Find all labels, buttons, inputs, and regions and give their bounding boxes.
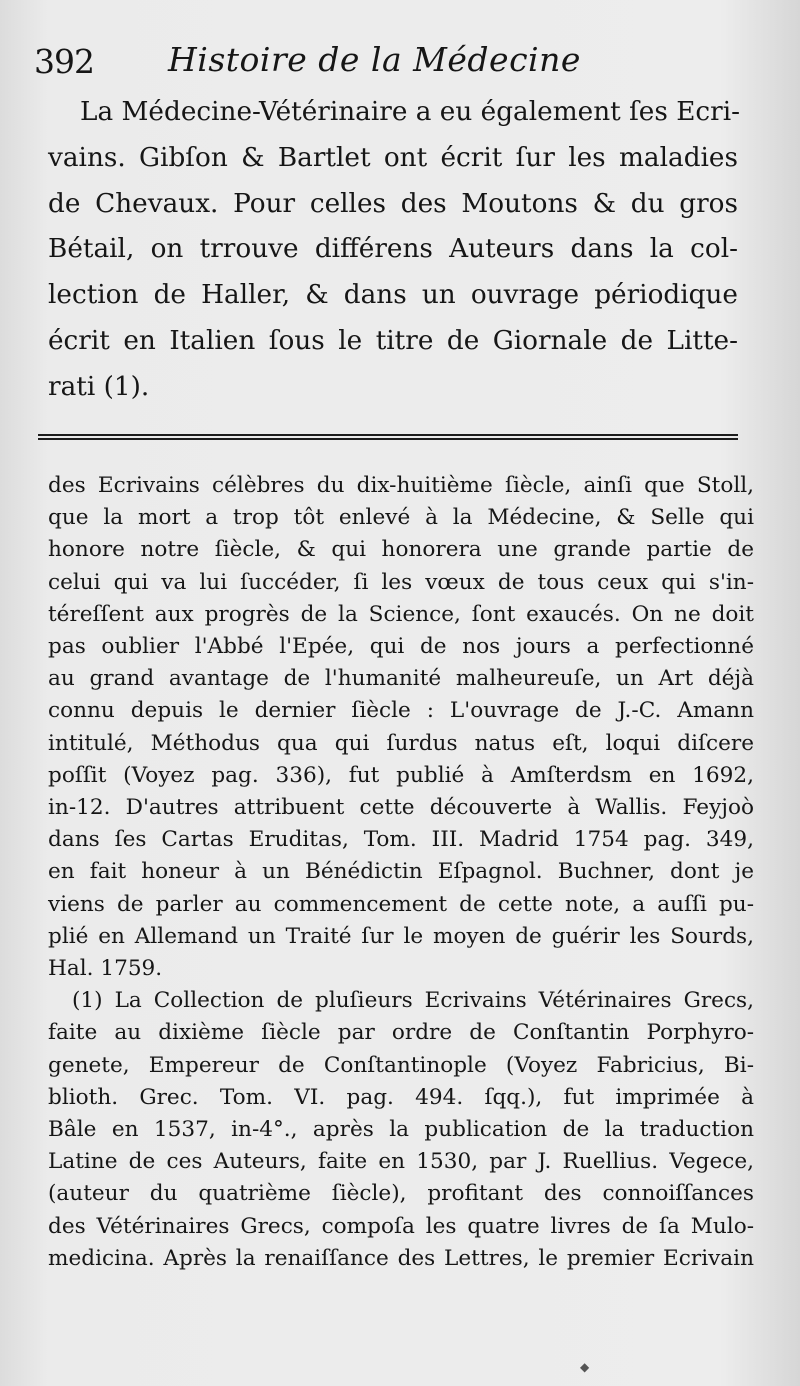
page-header [34,40,734,90]
footnote-1-line: (auteur du quatrième ſiècle), profitant des connoiſſances [48,1181,754,1207]
note-line: pas oublier l'Abbé l'Epée, qui de nos jours a perfectionné [48,634,754,660]
note-line: téreſſent aux progrès de la Science, ſont exaucés. On ne doit [48,601,754,627]
footnote-1-line: blioth. Grec. Tom. VI. pag. 494. ſqq.), fut imprimée à [48,1084,754,1110]
note-line: Hal. 1759. [48,956,163,982]
main-line: écrit en Italien ſous le titre de Giornale de Litte- [48,325,738,356]
footnote-1-line: (1) La Collection de pluſieurs Ecrivains Vétérinaires Grecs, [72,988,754,1014]
footnote-1-line: medicina. Après la renaiſſance des Lettres, le premier Ecrivain [48,1245,754,1271]
footnote-1-line: Bâle en 1537, in-4°., après la publication de la traduction [48,1117,754,1143]
note-line: connu depuis le dernier ſiècle : L'ouvrage de J.-C. Amann [48,698,754,724]
footnote-1-line: Latine de ces Auteurs, faite en 1530, par J. Ruellius. Vegece, [48,1149,754,1175]
note-line: intitulé, Méthodus qua qui ſurdus natus eſt, loqui diſcere [48,730,754,756]
footnote-1-line: faite au dixième ſiècle par ordre de Conſtantin Porphyro- [48,1020,754,1046]
footnote-separator-rule [38,434,738,440]
main-line: lection de Haller, & dans un ouvrage périodique [48,280,738,311]
footnote-1-line: des Vétérinaires Grecs, compoſa les quatre livres de ſa Mulo- [48,1213,754,1239]
page-number: 392 [34,42,94,81]
note-line: que la mort a trop tôt enlevé à la Médecine, & Selle qui [48,505,754,531]
note-line: dans ſes Cartas Eruditas, Tom. III. Madrid 1754 pag. 349, [48,827,754,853]
note-line: celui qui va lui ſuccéder, ſi les vœux de tous ceux qui s'in- [48,569,754,595]
note-line: honore notre ſiècle, & qui honorera une grande partie de [48,537,754,563]
note-line: plié en Allemand un Traité ſur le moyen de guérir les Sourds, [48,923,754,949]
footnote-1-line: genete, Empereur de Conſtantinople (Voyez Fabricius, Bi- [48,1052,754,1078]
note-line: des Ecrivains célèbres du dix-huitième ſiècle, ainſi que Stoll, [48,473,754,498]
note-line: en fait honeur à un Bénédictin Eſpagnol. Buchner, dont je [48,859,754,885]
note-line: in-12. D'autres attribuent cette découverte à Wallis. Feyjoò [48,795,754,821]
running-title: Histoire de la Médecine [168,40,581,79]
printer-ornament-mark: ◆ [580,1360,590,1374]
main-line: La Médecine-Vétérinaire a eu également ſes Ecri- [80,97,741,127]
note-line: poſſit (Voyez pag. 336), fut publié à Amſterdsm en 1692, [48,762,754,788]
main-line: vains. Gibſon & Bartlet ont écrit ſur les maladies [48,142,738,173]
main-line: rati (1). [48,371,150,402]
note-line: au grand avantage de l'humanité malheureuſe, un Art déjà [48,666,754,692]
footnote-block [48,470,754,1275]
main-paragraph [48,90,741,411]
main-line: de Chevaux. Pour celles des Moutons & du gros [48,188,738,219]
main-line: Bétail, on trrouve différens Auteurs dans la col- [48,234,738,265]
note-line: viens de parler au commencement de cette note, a auſſi pu- [48,891,754,917]
